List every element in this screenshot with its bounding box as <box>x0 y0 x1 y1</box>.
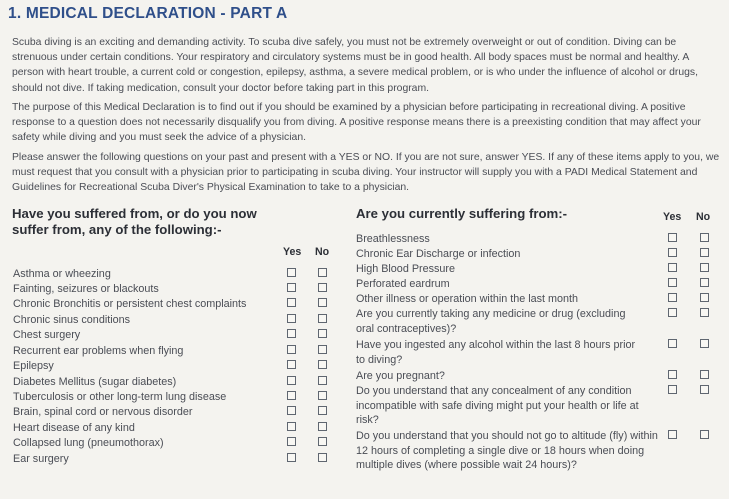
left-no-checkbox[interactable] <box>318 406 327 415</box>
right-item-alcohol: Have you ingested any alcohol within the last 8 hours prior to diving? <box>356 339 636 366</box>
left-item-nervous-disorder: Brain, spinal cord or nervous disorder <box>13 406 193 418</box>
instructions-paragraph: Please answer the following questions on your past and present with a YES or NO. If you are not sure, answer YES. If any of these items apply to you, we must request that you consult with a physician prior to participating in scuba diving. Your instructor will supply you with a PADI Medical Statement and Guidelines for Recreational Scuba Diver's Physical Examination to take to a physician. <box>12 152 720 194</box>
right-no-checkbox[interactable] <box>700 263 709 272</box>
left-yes-checkbox[interactable] <box>287 283 296 292</box>
right-no-checkbox[interactable] <box>700 385 709 394</box>
left-item-chest-surgery: Chest surgery <box>13 329 81 341</box>
left-yes-checkbox[interactable] <box>287 391 296 400</box>
right-item-blood-pressure: High Blood Pressure <box>356 263 456 275</box>
right-item-pregnant: Are you pregnant? <box>356 370 445 382</box>
left-yes-checkbox[interactable] <box>287 406 296 415</box>
right-yes-checkbox[interactable] <box>668 308 677 317</box>
left-yes-checkbox[interactable] <box>287 437 296 446</box>
left-yes-checkbox[interactable] <box>287 422 296 431</box>
right-no-checkbox[interactable] <box>700 233 709 242</box>
left-item-collapsed-lung: Collapsed lung (pneumothorax) <box>13 437 164 449</box>
left-item-ear-surgery: Ear surgery <box>13 453 69 465</box>
right-no-checkbox[interactable] <box>700 370 709 379</box>
right-item-eardrum: Perforated eardrum <box>356 278 450 290</box>
right-yes-checkbox[interactable] <box>668 385 677 394</box>
left-no-header: No <box>315 246 330 258</box>
left-no-checkbox[interactable] <box>318 422 327 431</box>
right-yes-checkbox[interactable] <box>668 263 677 272</box>
left-yes-checkbox[interactable] <box>287 453 296 462</box>
left-no-checkbox[interactable] <box>318 437 327 446</box>
left-yes-checkbox[interactable] <box>287 298 296 307</box>
left-yes-checkbox[interactable] <box>287 345 296 354</box>
left-no-checkbox[interactable] <box>318 376 327 385</box>
left-item-ear-problems: Recurrent ear problems when flying <box>13 345 184 357</box>
left-no-checkbox[interactable] <box>318 360 327 369</box>
left-item-heart-disease: Heart disease of any kind <box>13 422 135 434</box>
left-no-checkbox[interactable] <box>318 345 327 354</box>
right-yes-checkbox[interactable] <box>668 233 677 242</box>
right-yes-checkbox[interactable] <box>668 339 677 348</box>
right-yes-checkbox[interactable] <box>668 430 677 439</box>
left-item-diabetes: Diabetes Mellitus (sugar diabetes) <box>13 376 177 388</box>
left-yes-checkbox[interactable] <box>287 376 296 385</box>
right-no-checkbox[interactable] <box>700 278 709 287</box>
left-no-checkbox[interactable] <box>318 453 327 462</box>
left-item-tuberculosis: Tuberculosis or other long-term lung disease <box>13 391 227 403</box>
left-yes-checkbox[interactable] <box>287 268 296 277</box>
left-yes-checkbox[interactable] <box>287 360 296 369</box>
right-no-checkbox[interactable] <box>700 248 709 257</box>
right-yes-checkbox[interactable] <box>668 293 677 302</box>
right-item-altitude: Do you understand that you should not go to altitude (fly) within 12 hours of completing a single dive or 18 hours when doing multiple dives (where possible wait 24 hours)? <box>356 430 658 472</box>
left-item-bronchitis: Chronic Bronchitis or persistent chest complaints <box>13 298 247 310</box>
left-no-checkbox[interactable] <box>318 268 327 277</box>
right-no-checkbox[interactable] <box>700 293 709 302</box>
right-item-concealment: Do you understand that any concealment of any condition incompatible with safe diving might put your health or life at risk? <box>356 385 639 427</box>
left-question-heading: Have you suffered from, or do you now suffer from, any of the following:- <box>12 206 257 237</box>
section-title: 1. MEDICAL DECLARATION - PART A <box>8 5 288 22</box>
right-item-ear-discharge: Chronic Ear Discharge or infection <box>356 248 521 260</box>
left-item-sinus: Chronic sinus conditions <box>13 314 131 326</box>
right-item-other-illness: Other illness or operation within the last month <box>356 293 579 305</box>
right-item-medicine: Are you currently taking any medicine or drug (excluding oral contraceptives)? <box>356 308 626 335</box>
right-question-heading: Are you currently suffering from:- <box>356 206 568 221</box>
left-yes-header: Yes <box>283 246 302 258</box>
left-no-checkbox[interactable] <box>318 283 327 292</box>
left-item-epilepsy: Epilepsy <box>13 360 54 372</box>
right-yes-checkbox[interactable] <box>668 370 677 379</box>
left-item-fainting: Fainting, seizures or blackouts <box>13 283 159 295</box>
purpose-paragraph: The purpose of this Medical Declaration is to find out if you should be examined by a physician before participating in recreational diving. A positive response to a question does not necessarily disqualify you from diving. A positive response means there is a preexisting condition that may affect your safety while diving and you must seek the advice of a physician. <box>12 102 701 144</box>
left-no-checkbox[interactable] <box>318 391 327 400</box>
intro-paragraph: Scuba diving is an exciting and demanding activity. To scuba dive safely, you must not be extremely overweight or out of condition. Diving can be strenuous under certain conditions. Your respiratory and circulatory systems must be in good health. All body spaces must be normal and healthy. A person with heart trouble, a current cold or congestion, epilepsy, asthma, a severe medical problem, or is who under the influence of alcohol or drugs, should not dive. If taking medication, consult your doctor before taking part in this program. <box>12 37 698 94</box>
right-no-checkbox[interactable] <box>700 308 709 317</box>
right-yes-checkbox[interactable] <box>668 278 677 287</box>
right-no-header: No <box>696 211 711 223</box>
left-item-asthma: Asthma or wheezing <box>13 268 111 280</box>
left-yes-checkbox[interactable] <box>287 314 296 323</box>
left-no-checkbox[interactable] <box>318 314 327 323</box>
right-yes-checkbox[interactable] <box>668 248 677 257</box>
right-no-checkbox[interactable] <box>700 430 709 439</box>
left-no-checkbox[interactable] <box>318 298 327 307</box>
left-yes-checkbox[interactable] <box>287 329 296 338</box>
right-no-checkbox[interactable] <box>700 339 709 348</box>
left-no-checkbox[interactable] <box>318 329 327 338</box>
right-yes-header: Yes <box>663 211 682 223</box>
right-item-breathlessness: Breathlessness <box>356 233 430 245</box>
